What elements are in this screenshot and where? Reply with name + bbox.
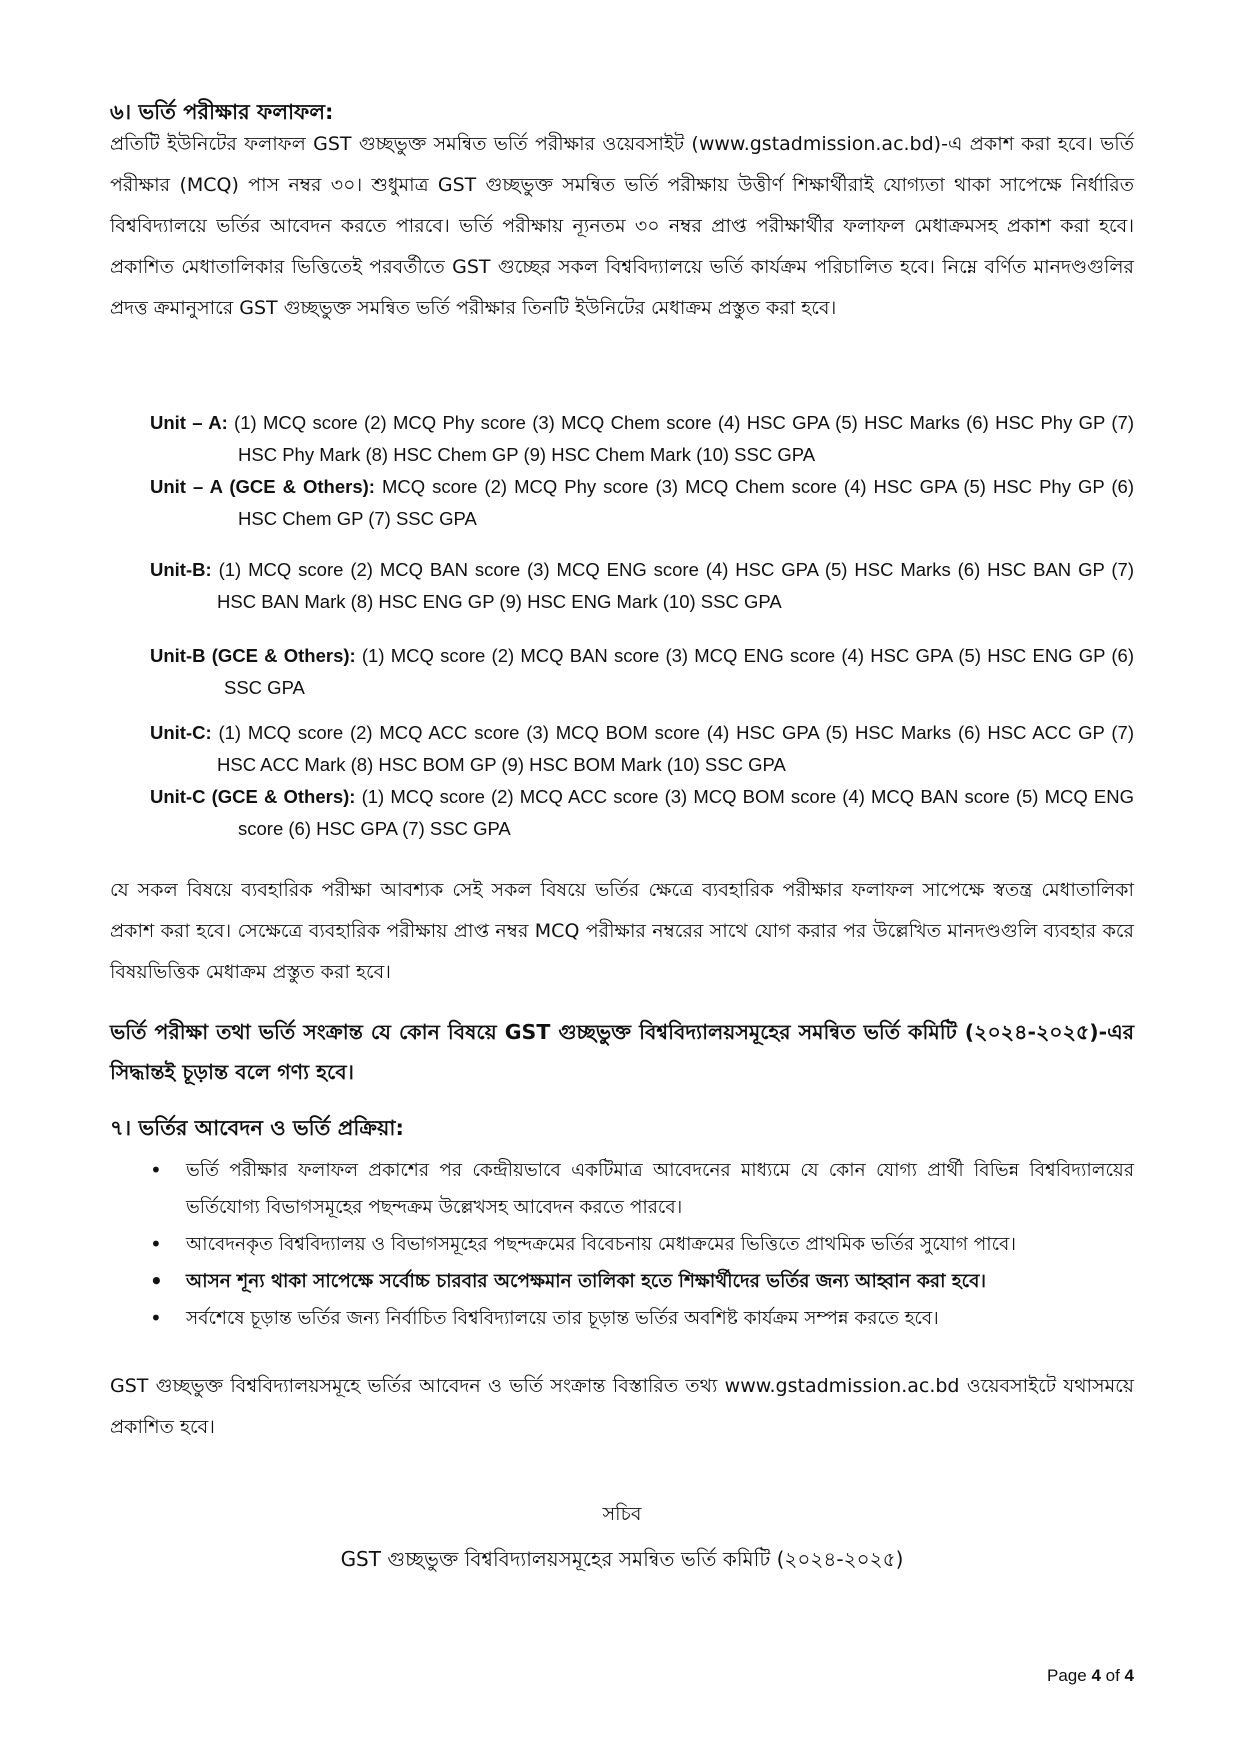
unit-text: (1) MCQ score (2) MCQ BAN score (3) MCQ ENG score (4) HSC GPA (5) HSC ENG GP (6) SSC GPA	[224, 645, 1134, 698]
bullet-icon: •	[150, 1158, 162, 1182]
unit-c-gce-criteria	[150, 781, 1134, 845]
committee-decision-note: ভর্তি পরীক্ষা তথা ভর্তি সংক্রান্ত যে কোন বিষয়ে GST গুচ্ছভুক্ত বিশ্ববিদ্যালয়সমূহের সমন্বিত ভর্তি কমিটি (২০২৪-২০২৫)-এর সিদ্ধান্তই চূড়ান্ত বলে গণ্য হবে।	[110, 1020, 1134, 1084]
unit-b-gce-criteria	[150, 640, 1134, 704]
closing-info: GST গুচ্ছভুক্ত বিশ্ববিদ্যালয়সমূহে ভর্তির আবেদন ও ভর্তি সংক্রান্ত বিস্তারিত তথ্য www.gstadmission.ac.bd ওয়েবসাইটে যথাসময়ে প্রকাশিত হবে।	[110, 1375, 1134, 1438]
unit-label: Unit-C:	[150, 722, 212, 743]
unit-label: Unit – A (GCE & Others):	[150, 476, 375, 497]
unit-text: (1) MCQ score (2) MCQ ACC score (3) MCQ BOM score (4) MCQ BAN score (5) MCQ ENG score (6) HSC GPA (7) SSC GPA	[238, 786, 1134, 839]
bullet-icon: •	[150, 1232, 162, 1256]
page-number: Page 4 of 4	[1047, 1666, 1134, 1685]
unit-text: (1) MCQ score (2) MCQ ACC score (3) MCQ BOM score (4) HSC GPA (5) HSC Marks (6) HSC ACC GP (7) HSC ACC Mark (8) HSC BOM GP (9) HSC BOM Mark (10) SSC GPA	[211, 722, 1134, 775]
unit-label: Unit – A:	[150, 412, 228, 433]
list-item: • আসন শূন্য থাকা সাপেক্ষে সর্বোচ্চ চারবার অপেক্ষমান তালিকা হতে শিক্ষার্থীদের ভর্তির জন্য আহ্বান করা হবে।	[150, 1263, 1134, 1300]
unit-label: Unit-B (GCE & Others):	[150, 645, 356, 666]
unit-text: (1) MCQ score (2) MCQ Phy score (3) MCQ Chem score (4) HSC GPA (5) HSC Marks (6) HSC Phy GP (7) HSC Phy Mark (8) HSC Chem GP (9) HSC Chem Mark (10) SSC GPA	[227, 412, 1134, 465]
section-6-heading: ৬। ভর্তি পরীক্ষার ফলাফল:	[110, 100, 334, 124]
practical-exam-note: যে সকল বিষয়ে ব্যবহারিক পরীক্ষা আবশ্যক সেই সকল বিষয়ে ভর্তির ক্ষেত্রে ব্যবহারিক পরীক্ষার ফলাফল সাপেক্ষে স্বতন্ত্র মেধাতালিকা প্রকাশ করা হবে। সেক্ষেত্রে ব্যবহারিক পরীক্ষায় প্রাপ্ত নম্বর MCQ পরীক্ষার নম্বরের সাথে যোগ করার পর উল্লেখিত মানদণ্ডগুলি ব্যবহার করে বিষয়ভিত্তিক মেধাক্রম প্রস্তুত করা হবে।	[110, 879, 1134, 983]
list-item: • ভর্তি পরীক্ষার ফলাফল প্রকাশের পর কেন্দ্রীয়ভাবে একটিমাত্র আবেদনের মাধ্যমে যে কোন যোগ্য প্রার্থী বিভিন্ন বিশ্ববিদ্যালয়ের ভর্তিযোগ্য বিভাগসমূহের পছন্দক্রম উল্লেখসহ আবেদন করতে পারবে।	[150, 1152, 1134, 1226]
unit-a-criteria	[150, 407, 1134, 471]
unit-text: MCQ score (2) MCQ Phy score (3) MCQ Chem score (4) HSC GPA (5) HSC Phy GP (6) HSC Chem GP (7) SSC GPA	[238, 476, 1135, 529]
unit-c-criteria	[150, 717, 1134, 781]
admission-process-list	[150, 1152, 1134, 1337]
section-7-heading: ৭। ভর্তির আবেদন ও ভর্তি প্রক্রিয়া:	[110, 1116, 404, 1140]
signature-committee: GST গুচ্ছভুক্ত বিশ্ববিদ্যালয়সমূহের সমন্বিত ভর্তি কমিটি (২০২৪-২০২৫)	[340, 1547, 904, 1571]
signature-title: সচিব	[602, 1503, 642, 1525]
bullet-icon: •	[150, 1306, 162, 1330]
list-item: • আবেদনকৃত বিশ্ববিদ্যালয় ও বিভাগসমূহের পছন্দক্রমের বিবেচনায় মেধাক্রমের ভিত্তিতে প্রাথমিক ভর্তির সুযোগ পাবে।	[150, 1226, 1134, 1263]
unit-text: (1) MCQ score (2) MCQ BAN score (3) MCQ ENG score (4) HSC GPA (5) HSC Marks (6) HSC BAN GP (7) HSC BAN Mark (8) HSC ENG GP (9) HSC ENG Mark (10) SSC GPA	[211, 559, 1134, 612]
unit-label: Unit-B:	[150, 559, 212, 580]
unit-b-criteria	[150, 554, 1134, 618]
list-item: • সর্বশেষে চূড়ান্ত ভর্তির জন্য নির্বাচিত বিশ্ববিদ্যালয়ে তার চূড়ান্ত ভর্তির অবশিষ্ট কার্যক্রম সম্পন্ন করতে হবে।	[150, 1300, 1134, 1337]
unit-a-gce-criteria	[150, 471, 1134, 535]
bullet-icon: •	[150, 1269, 163, 1293]
unit-label: Unit-C (GCE & Others):	[150, 786, 356, 807]
section-6-intro: প্রতিটি ইউনিটের ফলাফল GST গুচ্ছভুক্ত সমন্বিত ভর্তি পরীক্ষার ওয়েবসাইট (www.gstadmission.ac.bd)-এ প্রকাশ করা হবে। ভর্তি পরীক্ষার (MCQ) পাস নম্বর ৩০। শুধুমাত্র GST গুচ্ছভুক্ত সমন্বিত ভর্তি পরীক্ষায় উত্তীর্ণ শিক্ষার্থীরাই যোগ্যতা থাকা সাপেক্ষে নির্ধারিত বিশ্ববিদ্যালয়ে ভর্তির আবেদন করতে পারবে। ভর্তি পরীক্ষায় ন্যূনতম ৩০ নম্বর প্রাপ্ত পরীক্ষার্থীর ফলাফল মেধাক্রমসহ প্রকাশ করা হবে। প্রকাশিত মেধাতালিকার ভিত্তিতেই পরবর্তীতে GST গুচ্ছের সকল বিশ্ববিদ্যালয়ে ভর্তি কার্যক্রম পরিচালিত হবে। নিম্নে বর্ণিত মানদণ্ডগুলির প্রদত্ত ক্রমানুসারে GST গুচ্ছভুক্ত সমন্বিত ভর্তি পরীক্ষার তিনটি ইউনিটের মেধাক্রম প্রস্তুত করা হবে।	[110, 133, 1134, 319]
